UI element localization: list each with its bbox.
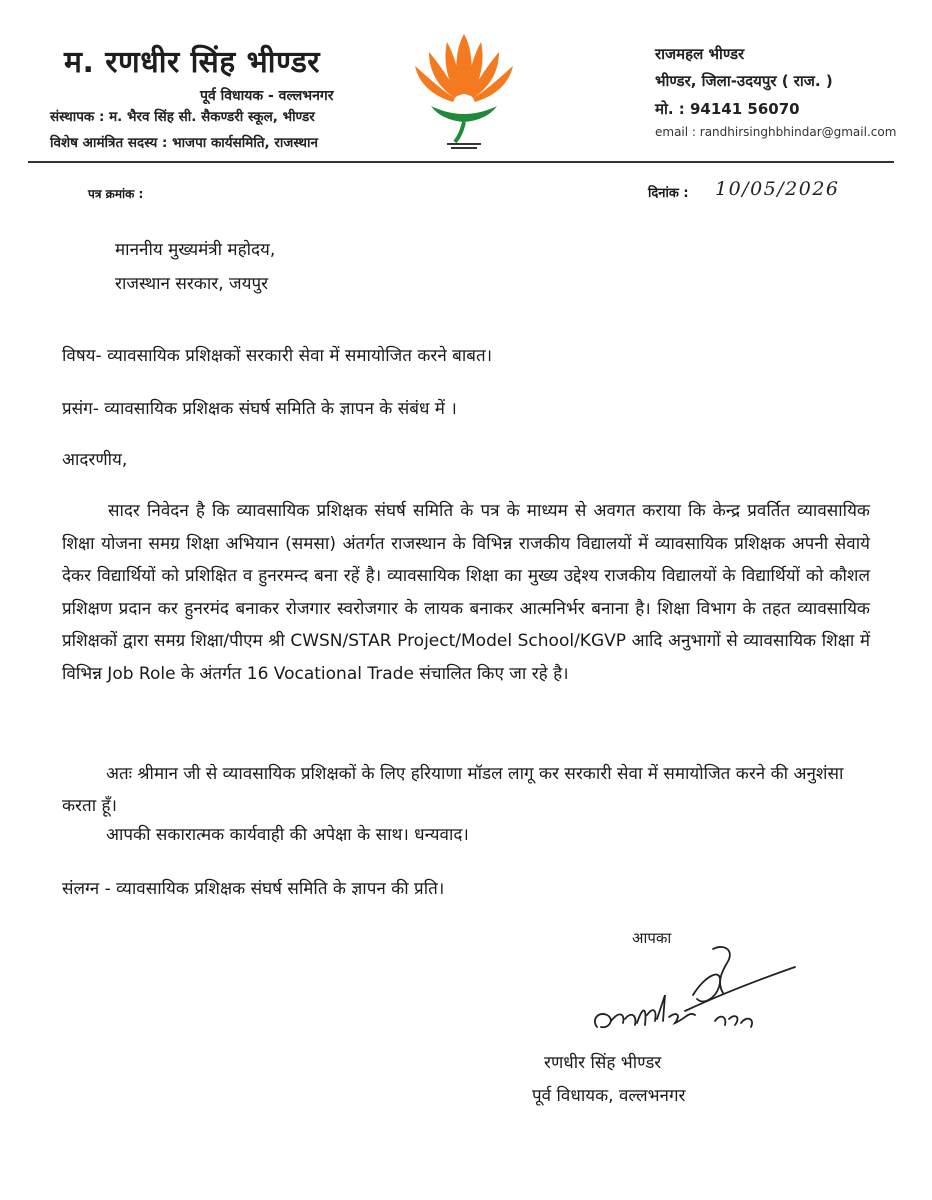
- email-address: email : randhirsinghbhindar@gmail.com: [655, 125, 897, 139]
- body-paragraph-1: [62, 495, 870, 690]
- body-paragraph-2: [62, 758, 870, 822]
- salutation: आदरणीय,: [62, 450, 128, 470]
- date-value: 10/05/2026: [715, 178, 840, 200]
- bjp-lotus-logo: [407, 28, 522, 153]
- address-line1: राजमहल भीण्डर: [655, 45, 745, 63]
- header-divider: [28, 161, 894, 163]
- reference-line: प्रसंग- व्यावसायिक प्रशिक्षक संघर्ष समिति के ज्ञापन के संबंध में ।: [62, 399, 457, 419]
- address-line2: भीण्डर, जिला-उदयपुर ( राज. ): [655, 72, 833, 90]
- addressee-line1: माननीय मुख्यमंत्री महोदय,: [115, 240, 276, 260]
- letterhead-title: पूर्व विधायक - वल्लभनगर: [200, 88, 334, 104]
- addressee-line2: राजस्थान सरकार, जयपुर: [115, 274, 269, 294]
- date-label: दिनांक :: [648, 186, 689, 201]
- signer-name: रणधीर सिंह भीण्डर: [544, 1053, 662, 1073]
- handwritten-signature: [585, 935, 805, 1045]
- letterhead-member: विशेष आमंत्रित सदस्य : भाजपा कार्यसमिति, राजस्थान: [50, 135, 318, 151]
- letterhead-founder: संस्थापक : म. भैरव सिंह सी. सैकण्डरी स्कूल, भीण्डर: [50, 109, 315, 125]
- signer-title: पूर्व विधायक, वल्लभनगर: [532, 1086, 686, 1106]
- paragraph-1-text: सादर निवेदन है कि व्यावसायिक प्रशिक्षक संघर्ष समिति के पत्र के माध्यम से अवगत कराया कि केन्द्र प्रवर्तित व्यावसायिक शिक्षा योजना समग्र शिक्षा अभियान (समसा) अंतर्गत राजस्थान के विभिन्न राजकीय विद्यालयों में व्यावसायिक प्रशिक्षक अपनी सेवाये देकर विद्यार्थियों को प्रशिक्षित व हुनरमन्द बना रहें है। व्यावसायिक शिक्षा का मुख्य उद्देश्य राजकीय विद्यालयों के विद्यार्थियों को कौशल प्रशिक्षण प्रदान कर हुनरमंद बनाकर रोजगार स्वरोजगार के लायक बनाकर आत्मनिर्भर बनाना है। शिक्षा विभाग के तहत व्यावसायिक प्रशिक्षकों द्वारा समग्र शिक्षा/पीएम श्री CWSN/STAR Project/Model School/KGVP आदि अनुभागों से व्यावसायिक शिक्षा में विभिन्न Job Role के अंतर्गत 16 Vocational Trade संचालित किए जा रहे है।: [62, 501, 870, 684]
- subject-line: विषय- व्यावसायिक प्रशिक्षकों सरकारी सेवा में समायोजित करने बाबत।: [62, 346, 493, 366]
- paragraph-2-text: अतः श्रीमान जी से व्यावसायिक प्रशिक्षकों के लिए हरियाणा मॉडल लागू कर सरकारी सेवा में समायोजित करने की अनुशंसा करता हूँ।: [62, 764, 844, 816]
- closing-text: आपका: [632, 929, 672, 947]
- reference-number-label: पत्र क्रमांक :: [88, 187, 144, 201]
- letterhead-name: म. रणधीर सिंह भीण्डर: [64, 45, 321, 80]
- body-paragraph-3: आपकी सकारात्मक कार्यवाही की अपेक्षा के साथ। धन्यवाद।: [106, 825, 469, 845]
- enclosure-line: संलग्न - व्यावसायिक प्रशिक्षक संघर्ष समिति के ज्ञापन की प्रति।: [62, 879, 445, 899]
- mobile-number: मो. : 94141 56070: [655, 100, 800, 118]
